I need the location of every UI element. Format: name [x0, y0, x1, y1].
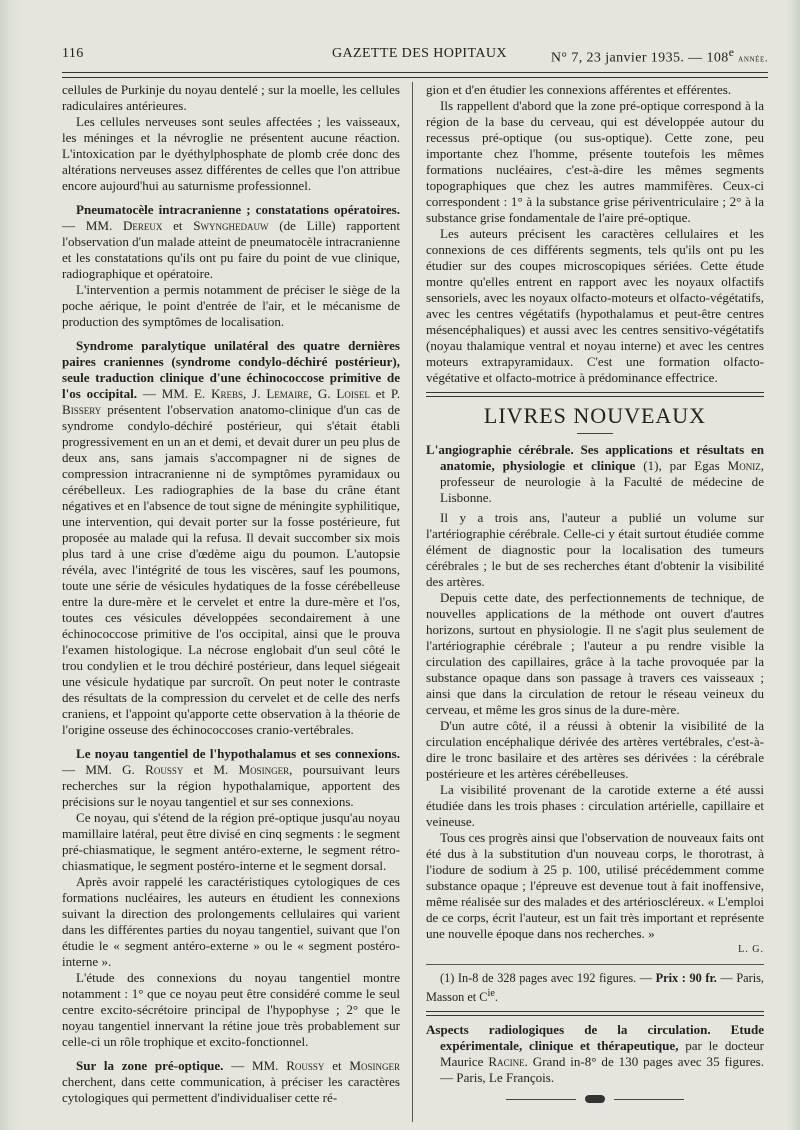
paragraph: Ce noyau, qui s'étend de la région pré-optique jusqu'au noyau mamillaire latéral, peut être divisé en cinq segments : le segment pré-chiasmatique, le segment antéro-externe, le segment rétro-chiasmatique, le segment postéro-interne et le segment dorsal.	[62, 810, 400, 873]
right-column	[426, 82, 764, 1122]
author-name: Bissery	[62, 402, 102, 417]
article-pneumatocele: Pneumatocèle intracranienne ; constatations opératoires. — MM. Dereux et Swynghedauw (de Lille) rapportent l'observation d'un malade atteint de pneumatocèle intracranienne et les constatations qu'ils ont pu faire du point de vue clinique, radiographique et opératoire.	[62, 202, 400, 281]
author-name: Moniz	[727, 458, 761, 473]
page-edge-left	[0, 0, 22, 1130]
section-heading: LIVRES NOUVEAUX	[483, 403, 707, 428]
author-name: Swynghedauw	[193, 218, 269, 233]
author-name: Racine	[488, 1054, 525, 1070]
paragraph: Les cellules nerveuses sont seules affectées ; les vaisseaux, les méninges et la névroglie ne présentent aucune réaction. L'intoxication par le dyéthylphosphate de plomb crée donc des altérations nerveuses assez différentes de celles que l'on attribue encore aujourd'hui au saturnisme professionnel.	[62, 114, 400, 193]
page-number: 116	[62, 46, 84, 61]
footnote-price: Prix : 90 fr.	[655, 971, 717, 985]
paragraph: gion et d'en étudier les connexions afférentes et efférentes.	[426, 82, 732, 97]
paragraph: Les auteurs précisent les caractères cellulaires et les connexions de ces différents segments, tels qu'ils ont pu les étudier sur des coupes microscopiques sériées. Cette étude montre qu'elles entrent en rapport avec les noyaux olfactifs sensoriels, avec les noyaux olfacto-moteurs et olfacto-végétatifs, avec les centres végétatifs (hypothalamus et peut-être centres mésencéphaliques) et aussi avec les centres sensitivo-végétatifs (noyau thalamique ventral et noyau interne) et avec les centres moteurs extrapyramidaux. C'est une formation olfacto-végétative et olfacto-motrice à prédominance effectrice.	[426, 226, 764, 385]
author-name: Mosinger	[349, 1058, 400, 1073]
review-signature: L. G.	[738, 944, 764, 955]
paragraph: D'un autre côté, il a réussi à obtenir la visibilité de la circulation encéphalique dérivée des artères vertébrales, c'est-à-dire le tronc basilaire et des artères ses dérivées : la cérébrale postérieure et les artères cérébelleuses.	[426, 718, 764, 781]
book-title: Aspects radiologiques de la circulation. Etude expérimentale, clinique et thérapeutique,	[426, 1022, 764, 1054]
article-noyau-tangentiel: Le noyau tangentiel de l'hypothalamus et ses connexions. — MM. G. Roussy et M. Mosinger, poursuivant leurs recherches sur la région hypothalamique, apportent des précisions sur le noyau tangentiel et sur ses connexions.	[62, 746, 400, 809]
issue-info: N° 7, 23 janvier 1935. — 108e année.	[550, 46, 768, 66]
journal-title: GAZETTE DES HOPITAUX	[332, 46, 507, 61]
article-title: Sur la zone pré-optique.	[76, 1058, 224, 1073]
running-header	[62, 44, 768, 66]
article-zone-pre-optique: Sur la zone pré-optique. — MM. Roussy et Mosinger cherchent, dans cette communication, à préciser les caractères cytologiques qui permettent d'individualiser cette ré-	[62, 1058, 400, 1105]
article-syndrome: Syndrome paralytique unilatéral des quatre dernières paires craniennes (syndrome condylo-déchiré postérieur), seule traduction clinique d'une échinococcose primitive de l'os occipital. — MM. E. Krebs, J. Lemaire, G. Loisel et P. Bissery présentent l'observation anatomo-clinique d'un cas de syndrome condylo-déchiré postérieur, qui s'était établi progressivement en un an et demi, et devait durer un peu plus de deux ans, sans jamais s'accompagner ni de signes de compression intracranienne ni de symptômes pyramidaux ou cérébelleux. Les radiographies de la base du crâne étant négatives et en l'absence de tout signe de méningite syphilitique, une intervention, qui devait porter sur la fosse postérieure, fut proposée au malade qui la refusa. Il devait succomber six mois plus tard à une crise d'œdème aigu du poumon. L'autopsie révéla, avec l'intégrité de tous les viscères, sauf les poumons, toute une série de vésicules hydatiques de la fosse cérébelleuse entre la dure-mère et le cervelet et entre la dure-mère et l'os, toutes ces vésicules développées secondairement à une échinococcose primitive de l'os occipital, ainsi que le prouva l'examen histologique. La nécrose englobait d'un seul côté le trou condylien et le trou déchiré postérieur, dans lequel siégeait une vésicule hydatique par surcroît. On peut noter le contraste des résultats de la compression du cervelet et de celle des nerfs craniens, et l'appoint qu'apporte cette observation à la théorie de l'origine osseuse des échinococcoses cranio-vertébrales.	[62, 338, 400, 737]
paragraph: L'intervention a permis notamment de préciser le siège de la poche aérique, le point d'entrée de l'air, et le mécanisme de production des symptômes de localisation.	[62, 282, 400, 329]
review-rule	[426, 1011, 764, 1016]
left-column	[62, 82, 400, 1122]
article-title: Syndrome paralytique unilatéral des quatre dernières paires craniennes (syndrome condylo-déchiré postérieur), seule traduction clinique d'une échinococcose primitive de l'os occipital.	[62, 338, 400, 401]
author-name: Dereux	[122, 218, 163, 233]
footnote-rule	[426, 964, 764, 965]
article-title: Le noyau tangentiel de l'hypothalamus et ses connexions.	[76, 746, 400, 761]
section-rule	[426, 392, 764, 397]
paragraph: Depuis cette date, des perfectionnements de technique, de nouvelles applications de la méthode ont ouvert d'autres horizons, surtout en physiologie. Il ne s'agit plus seulement de l'artériographie cérébrale ; l'auteur a pu rendre visible la circulation des capillaires, grâce à la tache provoquée par la substance opaque dans son passage à travers ces vaisseaux ; ainsi que dans la circulation de retour le réseau veineux du cerveau, et même les gros sinus de la dure-mère.	[426, 590, 764, 717]
column-divider	[412, 82, 413, 1122]
paragraph: Ils rappellent d'abord que la zone pré-optique correspond à la région de la base du cerveau, qui est développée autour du recessus pré-optique (ou sus-optique). Cette zone, peu importante chez l'homme, présente toutefois les mêmes formations nucléaires, c'est-à-dire les mêmes segments topographiques que chez les autres mammifères. Ceux-ci correspondent : 1° à la substance grise périventriculaire ; 2° à la substance grise fondamentale de l'aire pré-optique.	[426, 98, 764, 225]
paragraph: Après avoir rappelé les caractéristiques cytologiques de ces formations nucléaires, les auteurs en étudient les connexions suivant la direction des prolongements cellulaires qui varient dans les différentes parties du noyau tangentiel, suivant que l'on étudie le « segment antéro-externe » ou le « segment postéro-interne ».	[62, 874, 400, 969]
author-name: Roussy	[286, 1058, 325, 1073]
author-name: Roussy	[145, 762, 184, 777]
short-rule	[577, 433, 613, 434]
paragraph: Il y a trois ans, l'auteur a publié un volume sur l'artériographie cérébrale. Celle-ci y était surtout étudiée comme élément de diagnostic pour la localisation des tumeurs cérébrales ; le but de ses recherches étant d'obtenir la visibilité des artères.	[426, 510, 764, 589]
page-edge-right	[786, 0, 800, 1130]
paragraph: L'étude des connexions du noyau tangentiel montre notamment : 1° que ce noyau peut être considéré comme le seul centre excito-sécrétoire principal de l'hypophyse ; 2° que le noyau tangentiel innervant la rétine joue très probablement sur celle-ci un rôle trophique et excito-fonctionnel.	[62, 970, 400, 1049]
author-name: Loisel	[336, 386, 370, 401]
book-review-aspects: Aspects radiologiques de la circulation. Etude expérimentale, clinique et thérapeutique, par le docteur Maurice Racine. Grand in-8° de 130 pages avec 35 figures. — Paris, Le François.	[426, 1022, 764, 1086]
paragraph: cellules de Purkinje du noyau dentelé ; sur la moelle, les cellules radiculaires antérieures.	[62, 82, 400, 113]
header-rule	[62, 72, 768, 78]
author-name: Mosinger	[238, 762, 290, 777]
author-name: Lemaire	[266, 386, 309, 401]
book-review-angiographie: L'angiographie cérébrale. Ses applications et résultats en anatomie, physiologie et clinique (1), par Egas Moniz, professeur de neurologie à la Faculté de médecine de Lisbonne.	[426, 442, 764, 505]
author-name: Krebs	[211, 386, 244, 401]
end-ornament	[426, 1094, 764, 1104]
article-title: Pneumatocèle intracranienne ; constatations opératoires.	[76, 202, 400, 217]
footnote: (1) In-8 de 328 pages avec 192 figures. — Prix : 90 fr. — Paris, Masson et $C^{ie}$.	[426, 971, 764, 1005]
book-title: L'angiographie cérébrale. Ses applications et résultats en anatomie, physiologie et clinique	[426, 442, 764, 473]
paragraph: Tous ces progrès ainsi que l'observation de nouveaux faits ont été dus à la substitution d'un nouveau corps, le thorotrast, à l'iodure de sodium à 25 p. 100, utilisé précédemment comme substance opaque ; l'épreuve est devenue tout à fait inoffensive, même réalisée sur des malades et des artérioscléreux. « L'emploi de ce corps, écrit l'auteur, est un fait très important et représente une nouvelle époque dans nos recherches. »	[426, 830, 764, 941]
paragraph: La visibilité provenant de la carotide externe a été aussi étudiée dans les trois phases : circulation artérielle, capillaire et veineuse.	[426, 782, 764, 829]
